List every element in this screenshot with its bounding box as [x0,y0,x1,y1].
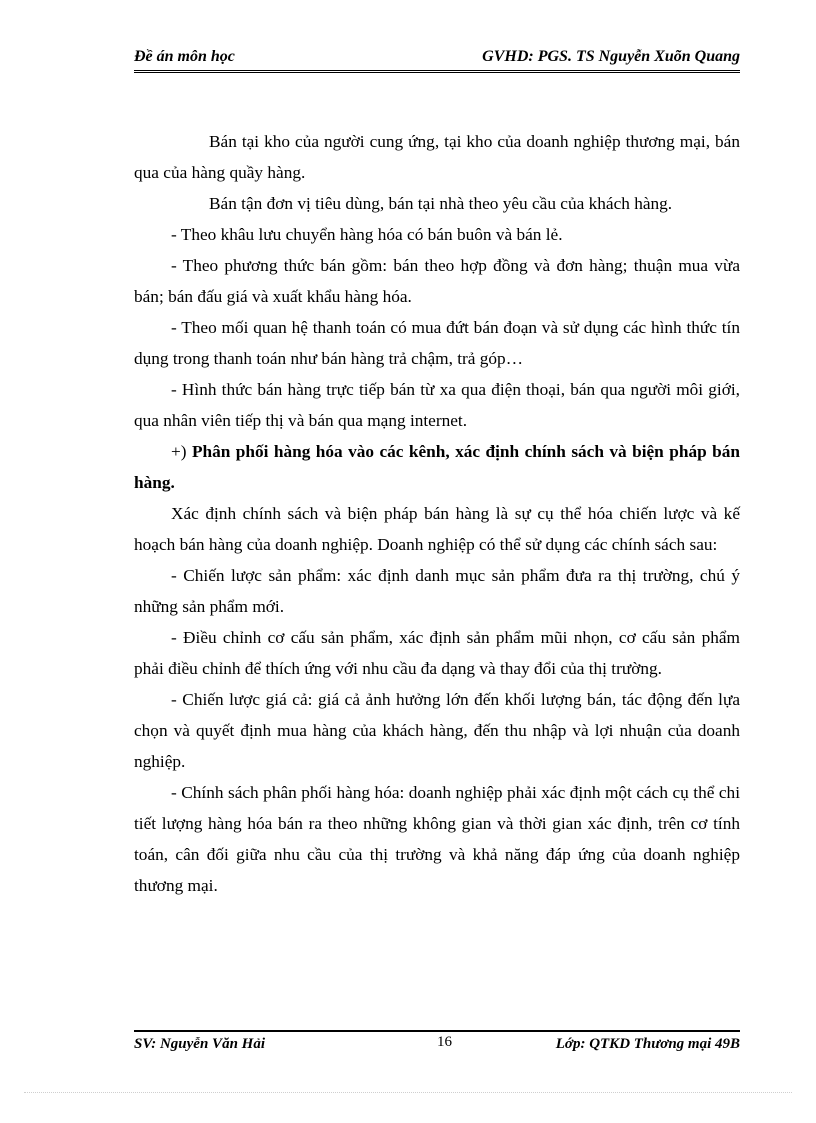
paragraph: - Theo mối quan hệ thanh toán có mua đứt bán đoạn và sử dụng các hình thức tín dụng trong thanh toán như bán hàng trả chậm, trả góp… [134,318,740,368]
paragraph: - Chiến lược giá cả: giá cả ảnh hưởng lớn đến khối lượng bán, tác động đến lựa chọn và quyết định mua hàng của khách hàng, đến thu nhập và lợi nhuận của doanh nghiệp. [134,690,740,771]
body-text [134,126,740,901]
footer-divider [134,1030,740,1032]
paragraph: - Hình thức bán hàng trực tiếp bán từ xa qua điện thoại, bán qua người môi giới, qua nhân viên tiếp thị và bán qua mạng internet. [134,380,740,430]
paragraph: - Theo khâu lưu chuyển hàng hóa có bán buôn và bán lẻ. [171,225,563,244]
heading-prefix: +) [171,442,192,461]
footer-class: Lớp: QTKD Thương mại 49B [555,1036,740,1052]
paragraph: Xác định chính sách và biện pháp bán hàng là sự cụ thể hóa chiến lược và kế hoạch bán hàng của doanh nghiệp. Doanh nghiệp có thể sử dụng các chính sách sau: [134,504,740,554]
page-footer [134,1034,740,1056]
paragraph: Bán tận đơn vị tiêu dùng, bán tại nhà theo yêu cầu của khách hàng. [209,194,673,213]
heading-text: Phân phối hàng hóa vào các kênh, xác định chính sách và biện pháp bán hàng. [134,442,740,492]
paragraph: - Điều chỉnh cơ cấu sản phẩm, xác định sản phẩm mũi nhọn, cơ cấu sản phẩm phải điều chỉnh để thích ứng với nhu cầu đa dạng và thay đổi của thị trường. [134,628,740,678]
header-divider [134,70,740,73]
paragraph: Bán tại kho của người cung ứng, tại kho của doanh nghiệp thương mại, bán qua của hàng quầy hàng. [134,132,740,182]
paragraph: - Theo phương thức bán gồm: bán theo hợp đồng và đơn hàng; thuận mua vừa bán; bán đấu giá và xuất khẩu hàng hóa. [134,256,740,306]
header-advisor: GVHD: PGS. TS Nguyễn Xuõn Quang [482,48,740,65]
paragraph: - Chính sách phân phối hàng hóa: doanh nghiệp phải xác định một cách cụ thể chi tiết lượng hàng hóa bán ra theo những không gian và thời gian xác định, trên cơ tính toán, cân đối giữa nhu cầu của thị trường và khả năng đáp ứng của doanh nghiệp thương mại. [134,783,740,895]
section-heading [134,436,740,498]
paragraph: - Chiến lược sản phẩm: xác định danh mục sản phẩm đưa ra thị trường, chú ý những sản phẩm mới. [134,566,740,616]
page-header [134,44,740,68]
page-number: 16 [437,1034,452,1050]
page-bottom-dotted-line [24,1092,792,1093]
footer-student: SV: Nguyễn Văn Hải [134,1036,265,1052]
header-course-title: Đề án môn học [134,48,235,65]
